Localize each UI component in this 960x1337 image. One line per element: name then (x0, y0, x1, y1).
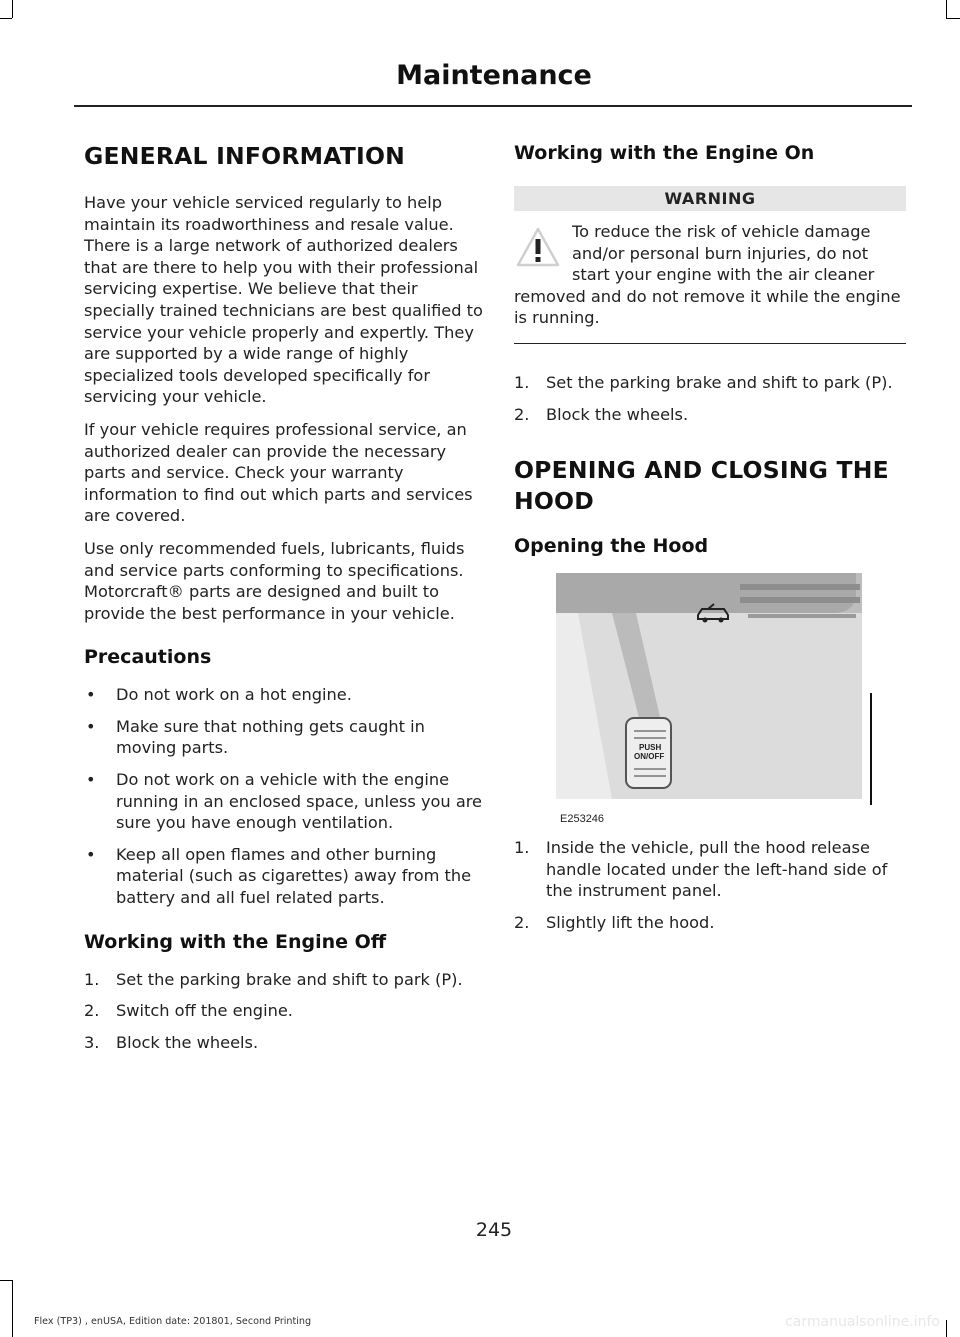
warning-triangle-icon (514, 223, 562, 275)
precautions-list (84, 684, 484, 908)
opening-hood-heading: Opening the Hood (514, 535, 709, 558)
intro-paragraph-2: If your vehicle requires professional service, an authorized dealer can provide the necessary parts and service. Check your warranty information to find out which parts and services are covered. (84, 419, 473, 526)
list-item (514, 372, 906, 394)
step-number: 2. (84, 1001, 100, 1021)
bullet-marker: • (86, 844, 96, 864)
hood-steps (514, 837, 906, 933)
list-item (84, 844, 484, 909)
crop-mark-bottom-left-v (12, 1280, 13, 1337)
list-item (84, 1032, 484, 1054)
warning-box (514, 186, 906, 344)
engine-on-heading: Working with the Engine On (514, 142, 815, 164)
warning-body (514, 221, 906, 329)
list-item (84, 969, 484, 991)
crop-mark-top-right-v (946, 0, 947, 18)
step-text: Switch off the engine. (116, 1001, 293, 1021)
step-text: Inside the vehicle, pull the hood release handle located under the left-hand side of the instrument panel. (546, 838, 888, 901)
crop-mark-top-left-h (0, 18, 12, 19)
step-text: Block the wheels. (116, 1032, 259, 1052)
step-number: 1. (84, 969, 100, 989)
step-number: 1. (514, 372, 530, 392)
list-item (514, 837, 906, 902)
bullet-marker: • (86, 685, 96, 705)
list-item (514, 404, 906, 426)
hood-section-heading: OPENING AND CLOSING THE HOOD (514, 456, 889, 516)
list-item (514, 912, 906, 934)
crop-mark-bottom-right-v (946, 1320, 947, 1337)
step-number: 2. (514, 912, 530, 932)
watermark: carmanualsonline.info (785, 1314, 940, 1330)
step-number: 2. (514, 404, 530, 424)
list-item (84, 684, 484, 706)
crop-mark-bottom-left-h (0, 1280, 12, 1281)
step-number: 3. (84, 1032, 100, 1052)
step-text: Slightly lift the hood. (546, 912, 715, 932)
right-column (514, 140, 906, 949)
pedal-label-push: PUSH (639, 743, 662, 753)
engine-on-steps (514, 372, 906, 425)
list-item (84, 1000, 484, 1022)
list-item (84, 769, 484, 834)
bullet-marker: • (86, 716, 96, 736)
precaution-text: Make sure that nothing gets caught in moving parts. (116, 716, 425, 758)
precaution-text: Do not work on a hot engine. (116, 685, 352, 705)
step-text: Set the parking brake and shift to park (P). (546, 372, 893, 392)
engine-off-heading: Working with the Engine Off (84, 930, 387, 953)
precautions-heading: Precautions (84, 646, 212, 669)
car-hood-icon (694, 603, 732, 623)
precaution-text: Do not work on a vehicle with the engine running in an enclosed space, unless you are sure you have enough ventilation. (116, 770, 483, 833)
intro-paragraph-1: Have your vehicle serviced regularly to help maintain its roadworthiness and resale value. There is a large network of authorized dealers that are there to help you with their professional servicing expertise. We believe that their specially trained technicians are best qualified to service your vehicle properly and expertly. They are supported by a wide range of highly specialized tools developed specifically for servicing your vehicle. (84, 193, 483, 407)
precaution-text: Keep all open flames and other burning material (such as cigarettes) away from the battery and all fuel related parts. (116, 844, 472, 908)
bullet-marker: • (86, 770, 96, 790)
crop-mark-top-right-h (946, 18, 960, 19)
page-header-title: Maintenance (396, 60, 592, 91)
intro-paragraph-3: Use only recommended fuels, lubricants, fluids and service parts conforming to specifications. Motorcraft® parts are designed and built to provide the best performance in your vehicle. (84, 538, 465, 623)
step-text: Block the wheels. (546, 404, 689, 424)
left-column (84, 140, 484, 1068)
warning-text: To reduce the risk of vehicle damage and/or personal burn injuries, do not start your engine with the air cleaner removed and do not remove it while the engine is running. (514, 222, 901, 328)
header-rule (74, 105, 912, 107)
hood-release-illustration (556, 573, 876, 826)
crop-mark-top-left-v (12, 0, 13, 18)
footer-edition: Flex (TP3) , enUSA, Edition date: 201801, Second Printing (34, 1316, 312, 1327)
warning-rule (514, 343, 906, 344)
engine-off-steps (84, 969, 484, 1054)
pedal-label-onoff: ON/OFF (634, 752, 665, 762)
illustration-code: E253246 (560, 813, 605, 826)
list-item (84, 716, 484, 759)
page-number: 245 (475, 1219, 513, 1241)
general-information-heading: GENERAL INFORMATION (84, 142, 406, 170)
warning-label: WARNING (514, 186, 906, 211)
step-number: 1. (514, 838, 530, 858)
step-text: Set the parking brake and shift to park (P). (116, 969, 463, 989)
